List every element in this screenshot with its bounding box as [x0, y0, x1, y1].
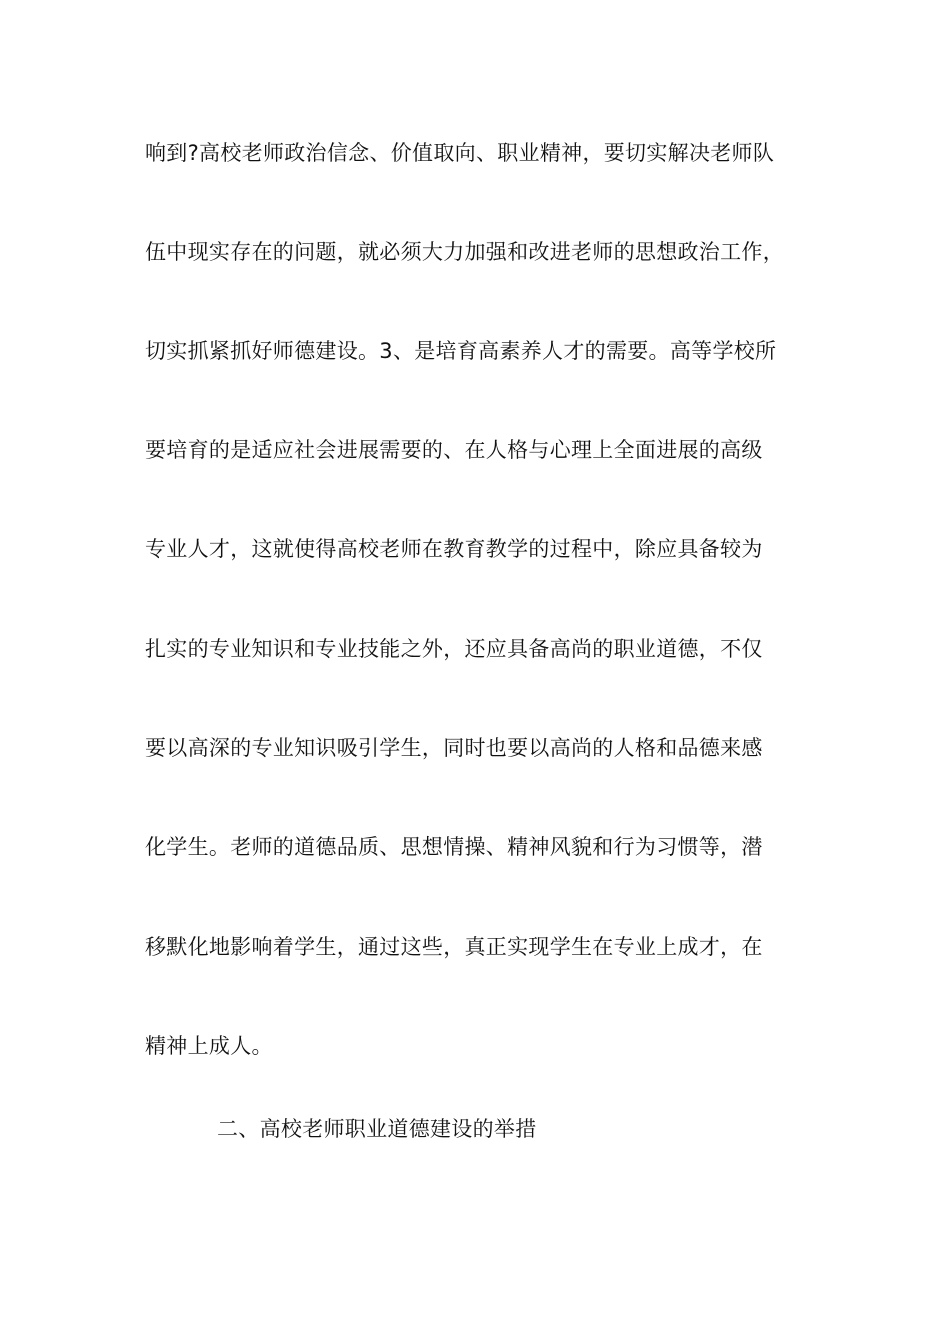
paragraph-line: 切实抓紧抓好师德建设。3、是培育高素养人才的需要。高等学校所: [145, 339, 777, 363]
paragraph-line: 扎实的专业知识和专业技能之外，还应具备高尚的职业道德，不仅: [145, 637, 763, 661]
paragraph-line: 移默化地影响着学生，通过这些，真正实现学生在专业上成才，在: [145, 935, 763, 959]
paragraph-line: 精神上成人。: [145, 1034, 273, 1058]
paragraph-line: 伍中现实存在的问题，就必须大力加强和改进老师的思想政治工作，: [145, 240, 784, 264]
paragraph-line: 专业人才，这就使得高校老师在教育教学的过程中，除应具备较为: [145, 537, 763, 561]
paragraph-line: 响到?高校老师政治信念、价值取向、职业精神，要切实解决老师队: [145, 141, 775, 165]
paragraph-line: 要以高深的专业知识吸引学生，同时也要以高尚的人格和品德来感: [145, 736, 763, 760]
paragraph-line: 要培育的是适应社会进展需要的、在人格与心理上全面进展的高级: [145, 438, 763, 462]
paragraph-line: 化学生。老师的道德品质、思想情操、精神风貌和行为习惯等，潜: [145, 835, 763, 859]
section-heading: 二、高校老师职业道德建设的举措: [217, 1117, 537, 1141]
